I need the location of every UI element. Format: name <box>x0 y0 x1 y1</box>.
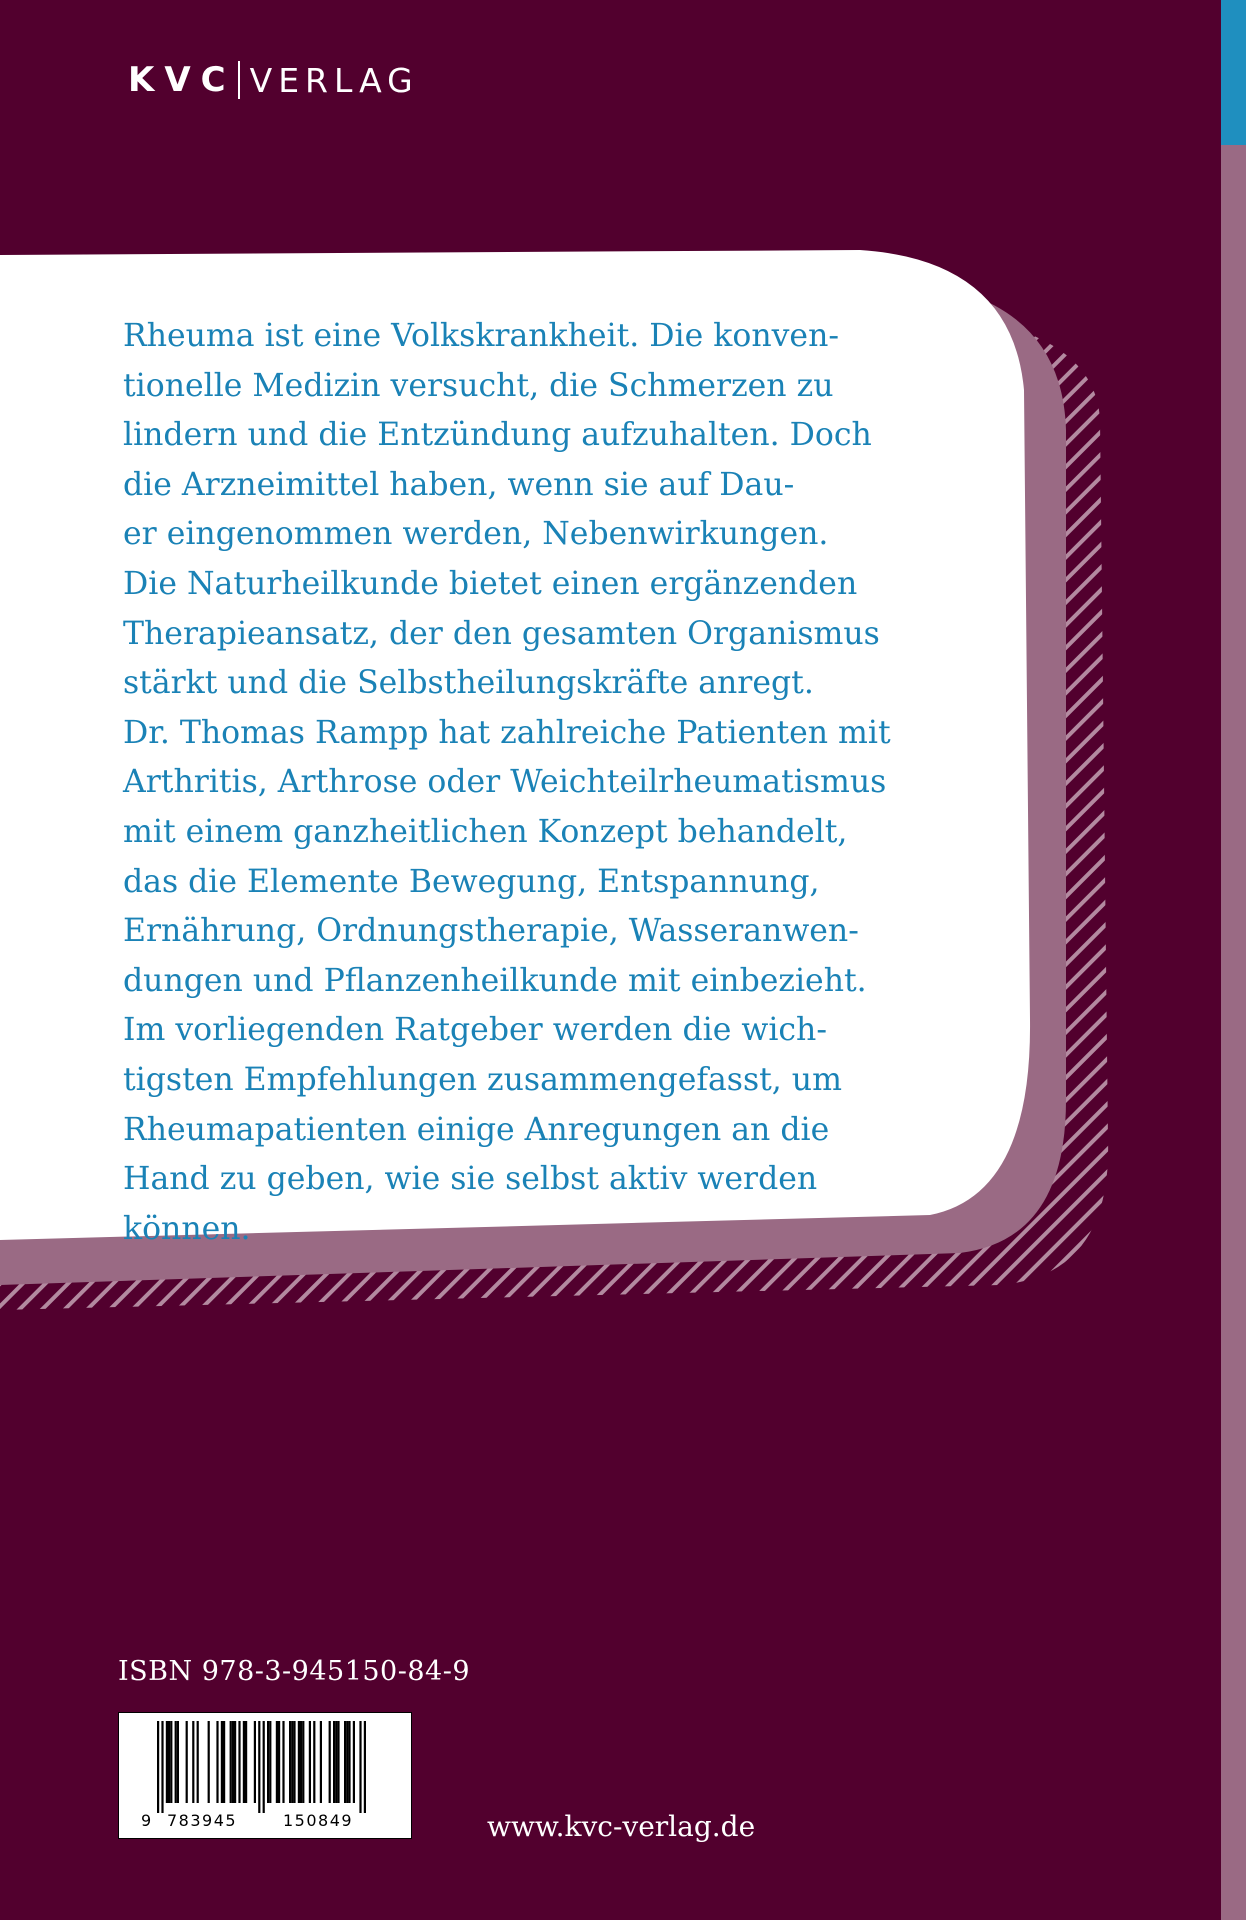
barcode-bar <box>298 1721 300 1803</box>
barcode-right-digits: 150849 <box>283 1811 354 1830</box>
blurb-line: die Arzneimittel haben, wenn sie auf Dau- <box>123 466 795 503</box>
blurb-line: Hand zu geben, wie sie selbst aktiv werden <box>123 1161 818 1198</box>
barcode-bar <box>320 1721 322 1803</box>
barcode-bar <box>353 1721 355 1803</box>
barcode-bar <box>300 1721 302 1803</box>
logo-divider <box>238 61 240 99</box>
blurb-line: Die Naturheilkunde bietet einen ergänzenden <box>123 565 858 602</box>
blurb-line: Therapieansatz, der den gesamten Organismus <box>123 615 880 652</box>
barcode-left-digits: 783945 <box>167 1811 238 1830</box>
barcode-bar <box>289 1721 291 1803</box>
barcode-bar <box>263 1721 265 1813</box>
blurb-line: Rheumapatienten einige Anregungen an die <box>123 1111 830 1148</box>
isbn-number: ISBN 978-3-945150-84-9 <box>118 1656 471 1687</box>
blurb-line: mit einem ganzheitlichen Konzept behandelt, <box>123 813 848 850</box>
logo-brand: KVC <box>128 60 236 100</box>
barcode-bar <box>282 1721 284 1803</box>
barcode-bar <box>348 1721 350 1803</box>
publisher-website: www.kvc-verlag.de <box>487 1810 756 1843</box>
barcode-bar <box>223 1721 225 1803</box>
barcode-bar <box>243 1721 245 1803</box>
barcode-bar <box>254 1721 256 1803</box>
barcode-bar <box>186 1721 188 1803</box>
blurb-line: Arthritis, Arthrose oder Weichteilrheumatismus <box>123 764 887 801</box>
barcode-bar <box>313 1721 315 1803</box>
barcode-bar <box>267 1721 269 1803</box>
spine-edge-strip <box>1221 0 1246 1920</box>
blurb-line: das die Elemente Bewegung, Entspannung, <box>123 863 820 900</box>
barcode-bar <box>278 1721 280 1803</box>
publisher-logo <box>128 58 419 102</box>
barcode-bar <box>161 1721 163 1813</box>
isbn-barcode <box>118 1712 412 1839</box>
barcode-bar <box>359 1721 361 1813</box>
blurb-line: Im vorliegenden Ratgeber werden die wich- <box>123 1012 827 1049</box>
blurb-line: tigsten Empfehlungen zusammengefasst, um <box>123 1061 842 1098</box>
barcode-bar <box>208 1721 210 1803</box>
barcode-bar <box>175 1721 177 1803</box>
barcode-bar <box>302 1721 304 1803</box>
barcode-bar <box>192 1721 194 1803</box>
barcode-bar <box>238 1721 240 1803</box>
barcode-bar <box>245 1721 247 1803</box>
blurb-line: lindern und die Entzündung aufzuhalten. Doch <box>123 417 872 454</box>
spine-accent-bar <box>1221 0 1246 145</box>
barcode-bar <box>258 1721 260 1813</box>
blurb-line: Ernährung, Ordnungstherapie, Wasseranwen- <box>123 913 859 950</box>
barcode-bar <box>333 1721 335 1803</box>
barcode-bar <box>309 1721 311 1803</box>
barcode-bar <box>166 1721 168 1803</box>
barcode-bar <box>216 1721 218 1803</box>
barcode-bar <box>329 1721 331 1803</box>
barcode-bar <box>291 1721 293 1803</box>
barcode-bar <box>344 1721 346 1803</box>
blurb-text <box>123 312 963 1254</box>
barcode-bar <box>177 1721 179 1803</box>
barcode-bar <box>221 1721 223 1803</box>
barcode-digits <box>119 1811 413 1835</box>
barcode-bar <box>197 1721 199 1803</box>
logo-imprint: VERLAG <box>249 60 419 100</box>
barcode-bar <box>230 1721 232 1803</box>
barcode-bar <box>170 1721 172 1803</box>
barcode-bar <box>232 1721 234 1803</box>
blurb-line: dungen und Pflanzenheilkunde mit einbezieht. <box>123 962 867 999</box>
barcode-bars <box>119 1713 411 1813</box>
barcode-bar <box>293 1721 295 1803</box>
barcode-bar <box>269 1721 271 1803</box>
blurb-line: stärkt und die Selbstheilungskräfte anregt. <box>123 665 814 702</box>
blurb-line: er eingenommen werden, Nebenwirkungen. <box>123 516 829 553</box>
barcode-bar <box>276 1721 278 1803</box>
barcode-bar <box>346 1721 348 1803</box>
barcode-bar <box>234 1721 236 1803</box>
barcode-bar <box>335 1721 337 1803</box>
blurb-line: tionelle Medizin versucht, die Schmerzen zu <box>123 367 834 404</box>
blurb-line: Dr. Thomas Rampp hat zahlreiche Patienten mit <box>123 714 891 751</box>
barcode-bar <box>168 1721 170 1803</box>
blurb-line: Rheuma ist eine Volkskrankheit. Die konven- <box>123 318 839 354</box>
blurb-line: können. <box>123 1210 251 1247</box>
barcode-lead-digit: 9 <box>141 1811 152 1830</box>
barcode-bar <box>364 1721 366 1813</box>
barcode-bar <box>337 1721 339 1803</box>
barcode-bar <box>157 1721 159 1813</box>
